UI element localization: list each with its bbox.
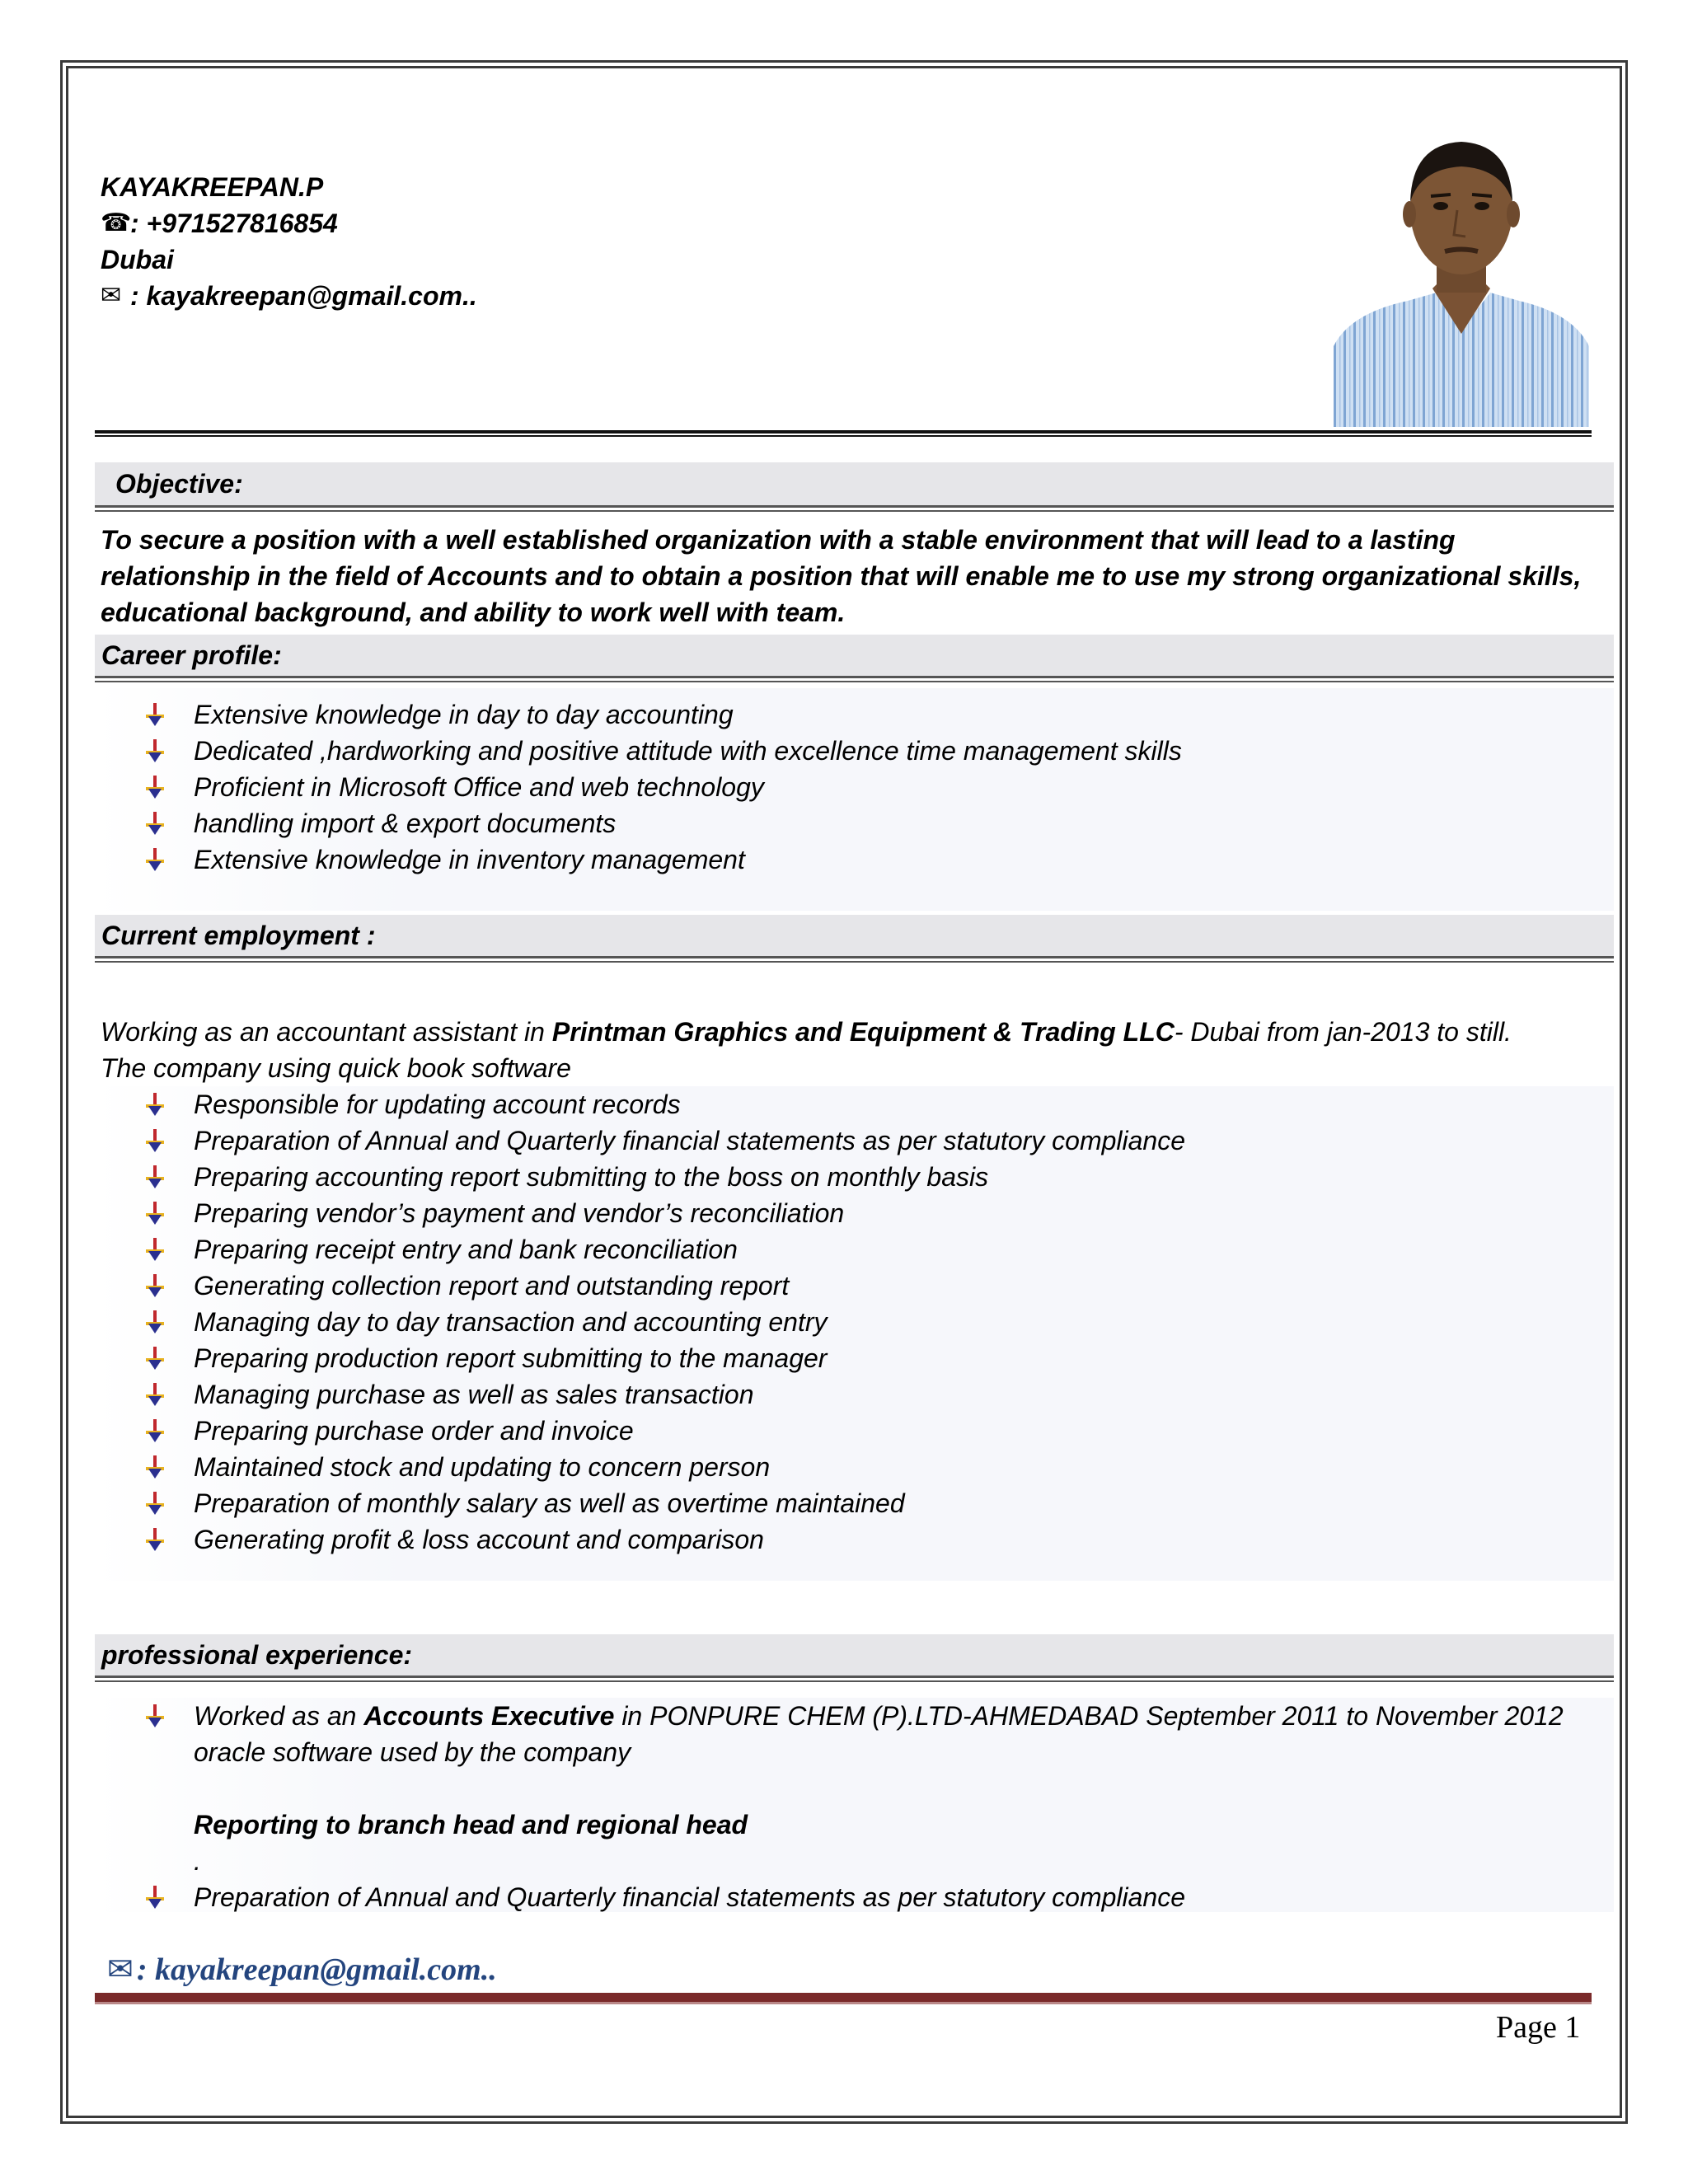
profile-photo [1334, 124, 1589, 427]
career-profile-body [95, 688, 1614, 911]
arrow-down-bullet-icon [146, 703, 164, 726]
career-profile-heading: Career profile: [95, 635, 1614, 676]
reporting-line: Reporting to branch head and regional head [194, 1810, 748, 1840]
career-profile-rule [95, 676, 1614, 682]
footer-email [107, 1951, 497, 1988]
footer-email-text: : kayakreepan@gmail.com.. [136, 1952, 497, 1987]
professional-experience-heading: professional experience: [95, 1634, 1614, 1675]
list-item: Managing purchase as well as sales transaction [95, 1376, 1614, 1413]
list-item: Maintained stock and updating to concern person [95, 1449, 1614, 1485]
list-item: Preparation of Annual and Quarterly financial statements as per statutory compliance [95, 1879, 1614, 1915]
list-item: Managing day to day transaction and accounting entry [95, 1304, 1614, 1340]
list-item: Preparation of Annual and Quarterly financial statements as per statutory compliance [95, 1122, 1614, 1159]
email-address: : kayakreepan@gmail.com.. [130, 281, 477, 311]
professional-experience-body [95, 1698, 1614, 1912]
phone-number: : +971527816854 [130, 209, 338, 238]
arrow-down-bullet-icon [146, 1347, 164, 1370]
arrow-down-bullet-icon [146, 1455, 164, 1479]
arrow-down-bullet-icon [146, 1310, 164, 1333]
current-employment-rule [95, 956, 1614, 963]
list-item: Preparing production report submitting to the manager [95, 1340, 1614, 1376]
arrow-down-bullet-icon [146, 812, 164, 835]
arrow-down-bullet-icon [146, 776, 164, 799]
arrow-down-bullet-icon [146, 739, 164, 762]
arrow-down-bullet-icon [146, 1165, 164, 1188]
current-employment-list [95, 1086, 1614, 1558]
phone-line [101, 205, 477, 241]
employer-name: Printman Graphics and Equipment & Trading LLC [551, 1017, 1175, 1047]
list-item: Preparing receipt entry and bank reconciliation [95, 1231, 1614, 1268]
arrow-down-bullet-icon [146, 1383, 164, 1406]
current-employment-heading: Current employment : [95, 915, 1614, 956]
envelope-icon: ✉ [107, 1952, 134, 1987]
list-item: Preparing accounting report submitting to the boss on monthly basis [95, 1159, 1614, 1195]
arrow-down-bullet-icon [146, 1492, 164, 1515]
arrow-down-bullet-icon [146, 1419, 164, 1442]
arrow-down-bullet-icon [146, 1202, 164, 1225]
employment-software-line: The company using quick book software [101, 1053, 571, 1083]
dot-line: . [194, 1846, 201, 1876]
professional-experience-rule [95, 1675, 1614, 1682]
email-line [101, 278, 477, 314]
arrow-down-bullet-icon [146, 848, 164, 871]
list-item: Worked as an Accounts Executive in PONPURE CHEM (P).LTD-AHMEDABAD September 2011 to November 2012 oracle software used by the company [95, 1698, 1614, 1770]
list-item: Generating collection report and outstanding report [95, 1268, 1614, 1304]
candidate-name: KAYAKREEPAN.P [101, 172, 324, 202]
list-item: Preparing vendor’s payment and vendor’s reconciliation [95, 1195, 1614, 1231]
footer-rule [95, 1993, 1592, 2004]
list-item: Extensive knowledge in day to day accounting [95, 696, 1614, 733]
city: Dubai [101, 245, 174, 274]
arrow-down-bullet-icon [146, 1528, 164, 1551]
page-number: Page 1 [1496, 2010, 1581, 2045]
list-item: Proficient in Microsoft Office and web technology [95, 769, 1614, 805]
arrow-down-bullet-icon [146, 1704, 164, 1727]
current-employment-body [95, 1086, 1614, 1581]
career-profile-list [95, 688, 1614, 878]
objective-heading: Objective: [95, 462, 1614, 505]
arrow-down-bullet-icon [146, 1129, 164, 1152]
list-item: Dedicated ,hardworking and positive attitude with excellence time management skills [95, 733, 1614, 769]
objective-text: To secure a position with a well established organization with a stable environment that will lead to a lasting relationship in the field of Accounts and to obtain a position that will enable me to use my strong organizational skills, educational background, and ability to work well with team. [101, 525, 1582, 627]
arrow-down-bullet-icon [146, 1238, 164, 1261]
professional-experience-list [95, 1698, 1614, 1915]
envelope-icon: ✉ [101, 282, 122, 309]
employment-intro: Working as an accountant assistant in Printman Graphics and Equipment & Trading LLC- Dubai from jan-2013 to still. [101, 1017, 1512, 1047]
arrow-down-bullet-icon [146, 1093, 164, 1116]
contact-block [101, 169, 477, 314]
list-item: Extensive knowledge in inventory management [95, 841, 1614, 878]
objective-rule [95, 505, 1614, 512]
list-item: Preparing purchase order and invoice [95, 1413, 1614, 1449]
list-item: handling import & export documents [95, 805, 1614, 841]
telephone-icon: ☎ [101, 209, 132, 237]
header-divider [95, 430, 1592, 437]
list-item: Generating profit & loss account and comparison [95, 1521, 1614, 1558]
list-item: Responsible for updating account records [95, 1086, 1614, 1122]
arrow-down-bullet-icon [146, 1886, 164, 1909]
list-item: Preparation of monthly salary as well as overtime maintained [95, 1485, 1614, 1521]
spacer [95, 1770, 1614, 1807]
job-role: Accounts Executive [363, 1701, 615, 1731]
arrow-down-bullet-icon [146, 1274, 164, 1297]
